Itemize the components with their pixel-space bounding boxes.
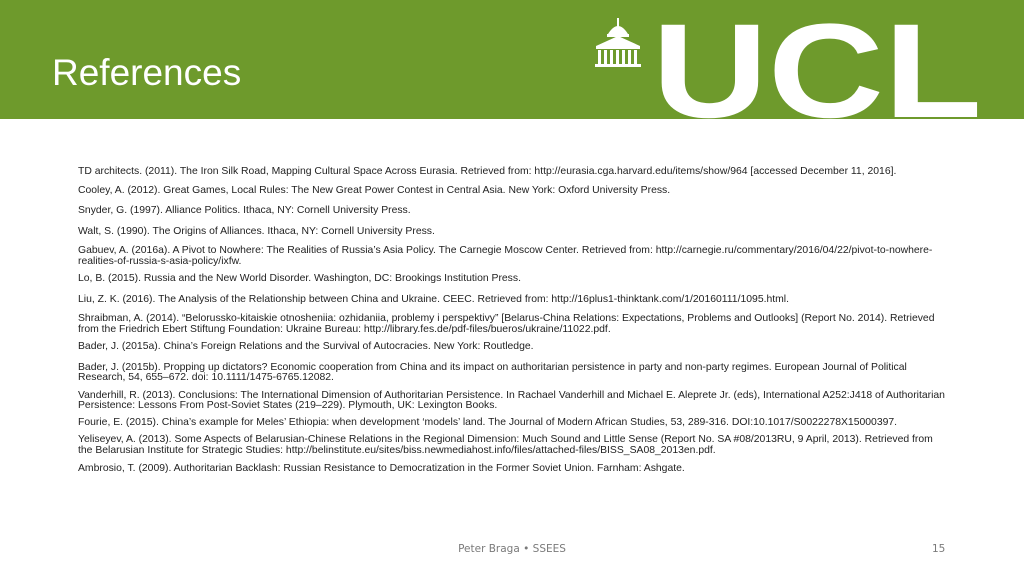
reference-item: Bader, J. (2015a). China’s Foreign Relations and the Survival of Autocracies. New York: Routledge. [78, 341, 534, 352]
page-number: 15 [932, 543, 946, 555]
reference-item: Lo, B. (2015). Russia and the New World Disorder. Washington, DC: Brookings Institution Press. [78, 273, 521, 284]
reference-item: Yeliseyev, A. (2013). Some Aspects of Belarusian-Chinese Relations in the Regional Dimension: Much Sound and Little Sense (Report No. SA #08/2013RU, 9 April, 2013). Retrieved from the Belarusian Institute for Strategic Studies: http://belinstitute.eu/sites/biss.newmediahost.info/files/attached-files/BISS_SA08_2013en.pdf. [78, 434, 933, 456]
reference-item: TD architects. (2011). The Iron Silk Road, Mapping Cultural Space Across Eurasia. Retrieved from: http://eurasia.cga.harvard.edu/items/show/964 [accessed December 11, 2016]. [78, 166, 897, 177]
reference-item: Vanderhill, R. (2013). Conclusions: The International Dimension of Authoritarian Persistence. In Rachael Vanderhill and Michael E. Aleprete Jr. (eds), International A252:J418 of Authoritarian Persistence: Lessons From Post-Soviet States (219–229). Plymouth, UK: Lexington Books. [78, 389, 945, 411]
reference-item: Shraibman, A. (2014). “Belorussko-kitaiskie otnosheniia: ozhidaniia, problemy i perspektivy” [Belarus-China Relations: Expectations, Problems and Outlooks] (Report No. 2014). Retrieved from the Friedrich Ebert Stiftung Foundation: Ukraine Bureau: http://library.fes.de/pdf-files/bueros/ukraine/11022.pdf. [78, 313, 935, 335]
header-banner [0, 0, 1024, 122]
reference-item: Walt, S. (1990). The Origins of Alliances. Ithaca, NY: Cornell University Press. [78, 225, 435, 237]
reference-item: Ambrosio, T. (2009). Authoritarian Backlash: Russian Resistance to Democratization in the Former Soviet Union. Farnham: Ashgate. [78, 463, 685, 474]
reference-item: Gabuev, A. (2016a). A Pivot to Nowhere: The Realities of Russia’s Asia Policy. The Carnegie Moscow Center. Retrieved from: http://carnegie.ru/commentary/2016/04/22/pivot-to-nowhere-realities-of-russia-s-asia-policy/ixfw. [78, 245, 933, 267]
portico-icon [595, 18, 641, 67]
reference-item: Fourie, E. (2015). China’s example for Meles’ Ethiopia: when development ‘models’ land. The Journal of Modern African Studies, 53, 289-316. DOI:10.1017/S0022278X15000397. [78, 416, 898, 428]
reference-item: Cooley, A. (2012). Great Games, Local Rules: The New Great Power Contest in Central Asia. New York: Oxford University Press. [78, 184, 671, 196]
reference-item: Snyder, G. (1997). Alliance Politics. Ithaca, NY: Cornell University Press. [78, 205, 411, 216]
reference-item: Liu, Z. K. (2016). The Analysis of the Relationship between China and Ukraine. CEEC. Retrieved from: http://16plus1-thinktank.com/1/20160111/1095.html. [78, 293, 789, 305]
reference-list [78, 167, 948, 475]
page-title: References [52, 52, 242, 93]
footer-text: Peter Braga • SSEES [458, 543, 566, 555]
reference-item: Bader, J. (2015b). Propping up dictators? Economic cooperation from China and its impact on authoritarian persistence in party and non-party regimes. European Journal of Political Research, 54, 655–672. doi: 10.1111/1475-6765.12082. [78, 361, 907, 383]
ucl-wordmark: UCL [652, 12, 982, 122]
ucl-logo [590, 12, 985, 122]
